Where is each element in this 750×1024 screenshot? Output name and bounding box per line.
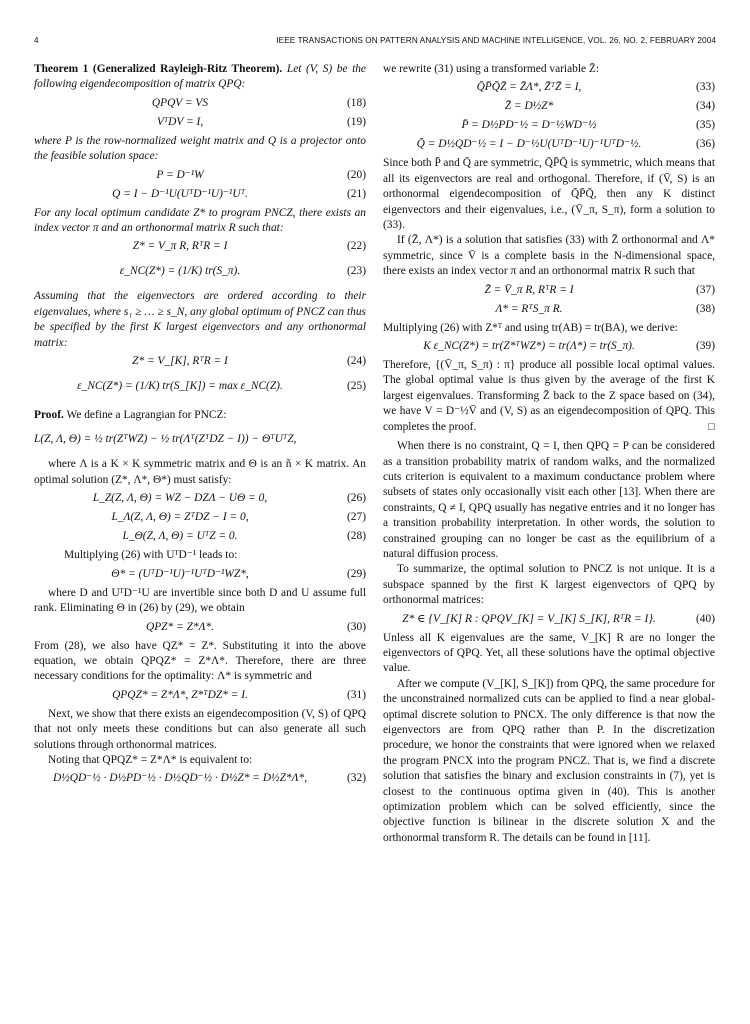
theorem-statement — [34, 62, 366, 93]
equation-27: L_Λ(Z, Λ, Θ) = ZᵀDZ − I = 0, (27) — [111, 511, 366, 524]
equation-25: ε_NC(Z*) = (1/K) tr(S_[K]) = max ε_NC(Z). (25) — [77, 380, 366, 393]
body-text-r4: Multiplying (26) with Z*ᵀ and using tr(AB) = tr(BA), we derive: — [383, 321, 678, 334]
theorem-label: Theorem 1 (Generalized Rayleigh-Ritz Theorem). — [34, 63, 283, 75]
equation-26: L_Z(Z, Λ, Θ) = WZ − DZΛ − UΘ = 0, (26) — [92, 492, 366, 505]
equation-40: Z* ∈ {V_[K] R : QPQV_[K] = V_[K] S_[K], RᵀR = I}. (40) — [402, 612, 715, 625]
equation-31: QPQZ* = Z*Λ*, Z*ᵀDZ* = I. (31) — [112, 688, 366, 701]
equation-lagrangian: L(Z, Λ, Θ) = ½ tr(ZᵀWZ) − ½ tr(Λᵀ(ZᵀDZ − I)) − ΘᵀUᵀZ, — [34, 433, 297, 446]
right-column — [383, 62, 715, 846]
left-column — [34, 62, 366, 790]
equation-22: Z* = V_π R, RᵀR = I (22) — [132, 240, 366, 253]
theorem-text-p3: Assuming that the eigenvectors are ordered according to their eigenvalues, where s₁ ≥ … ≥ s_N, any global optimum of PNCZ can thus be specified by the first K largest eigenvectors and any orthonormal matrix: — [34, 290, 366, 349]
equation-29: Θ* = (UᵀD⁻¹U)⁻¹UᵀD⁻¹WZ*, (29) — [111, 567, 366, 580]
equation-30: QPZ* = Z*Λ*. (30) — [145, 620, 366, 633]
equation-23: ε_NC(Z*) = (1/K) tr(S_π). (23) — [119, 265, 366, 278]
equation-34: Z̄ = D½Z* (34) — [504, 100, 715, 113]
body-text-r9: After we compute (V_[K], S_[K]) from QPQ, the same procedure for the unconstrained normalized cuts can be applied to find a near global-optimal discrete solution to PNCX. The only difference is that now the eigenvectors are from QPQ rather than P. In the discretization procedure, we honor the constraints that were ignored when we relaxed the program PNCX into the program PNCZ. That is, we find a discrete solution that satisfies the binary and exclusion constraints in (7), yet is closest to the continuous optima given in (40). This is another optimization problem which can be solved efficiently, since the objective function is bilinear in the discrete solution X and the orthonormal transform R. The details can be found in [11]. — [383, 677, 715, 844]
body-text-r8: Unless all K eigenvalues are the same, V_[K] R are no longer the eigenvectors of QPQ. Yet, all these solutions have the optimal objective value. — [383, 631, 715, 675]
equation-37: Z̄ = V̄_π R, RᵀR = I (37) — [484, 283, 715, 296]
body-text-r1: we rewrite (31) using a transformed variable Z̄: — [383, 63, 600, 75]
body-text-r5: Therefore, {(V̄_π, S_π) : π} produce all possible local optimal values. The global optimal value is thus given by the average of the first K largest eigenvalues. Transforming Z̄ back to the Z space based on (34), we have V = D⁻½V̄ and (V, S) as an eigendecomposition of QPQ. This completes the proof. □ — [383, 358, 715, 435]
body-text-r6: When there is no constraint, Q = I, then QPQ = P can be considered as a transition probability matrix of random walks, and the normalized cuts criterion is equivalent to a maximum conductance problem where subsets of states only occasionally visit each other [13]. When there are constraints, Q ≠ I, QPQ usually has negative entries and it no longer has a transition probability interpretation. In other words, the solution to constrained grouping can no longer be cast as the equilibrium of a natural diffusion process. — [383, 440, 715, 560]
body-text-p7: From (28), we also have QZ* = Z*. Substituting it into the above equation, we obtain QPQZ* = Z*Λ*. Therefore, there are three necessary conditions for the optimality: Λ* is symmetric and — [34, 639, 366, 683]
body-text-r7: To summarize, the optimal solution to PNCZ is not unique. It is a subspace spanned by the first K largest eigenvectors of QPQ by orthonormal matrices: — [383, 563, 715, 607]
equation-18: QPQV = VS (18) — [151, 96, 366, 109]
page-number: 4 — [34, 36, 39, 45]
proof-intro: Proof. We define a Lagrangian for PNCZ: — [34, 409, 227, 422]
body-text-p8: Next, we show that there exists an eigendecomposition (V, S) of QPQ that not only meets these conditions but can also generate all such solutions through orthonormal matrices. — [34, 707, 366, 751]
equation-20: P = D⁻¹W (20) — [156, 168, 366, 181]
equation-19: VᵀDV = I, (19) — [156, 115, 366, 128]
equation-35: P̄ = D½PD⁻½ = D⁻½WD⁻½ (35) — [461, 119, 715, 132]
running-header — [34, 36, 716, 50]
body-text-p6: where D and UᵀD⁻¹U are invertible since both D and U assume full rank. Eliminating Θ in (26) by (29), we obtain — [34, 586, 366, 615]
theorem-intro: Let (V, S) be the following eigendecomposition of matrix QPQ: — [34, 63, 366, 91]
equation-39: K ε_NC(Z*) = tr(Z*ᵀWZ*) = tr(Λ*) = tr(S_π). (39) — [423, 340, 715, 353]
proof-label: Proof. — [34, 409, 64, 422]
body-text-r2: Since both P̄ and Q̄ are symmetric, Q̄P̄Q̄ is symmetric, which means that all its eigenvectors are real and orthogonal. Therefore, if (V̄, S) is an orthonormal eigendecomposition of Q̄P̄Q̄, then any K distinct eigenvectors and their eigenvalues, i.e., (V̄_π, S_π), form a solution to (33). — [383, 157, 715, 232]
body-text-p5: Multiplying (26) with UᵀD⁻¹ leads to: — [64, 549, 238, 562]
equation-38: Λ* = RᵀS_π R. (38) — [495, 302, 715, 315]
body-text-p4: where Λ is a K × K symmetric matrix and Θ is an ñ × K matrix. An optimal solution (Z*, Λ*, Θ*) must satisfy: — [34, 458, 366, 486]
equation-33: Q̄P̄Q̄Z̄ = Z̄Λ*, Z̄ᵀZ̄ = I, (33) — [476, 81, 715, 94]
body-text-p9: Noting that QPQZ* = Z*Λ* is equivalent to: — [48, 753, 253, 766]
equation-36: Q̄ = D½QD⁻½ = I − D⁻½U(UᵀD⁻¹U)⁻¹UᵀD⁻½. (36) — [416, 138, 715, 151]
theorem-text-p1: where P is the row-normalized weight matrix and Q is a projector onto the feasible solution space: — [34, 134, 366, 163]
theorem-text-p2: For any local optimum candidate Z* to program PNCZ, there exists an index vector π and an orthonormal matrix R such that: — [34, 206, 366, 235]
body-text-r3: If (Z̄, Λ*) is a solution that satisfies (33) with Z̄ orthonormal and Λ* symmetric, since V̄ is a complete basis in the N-dimensional space, there exists an index vector π and an orthonormal matrix R such that — [383, 234, 715, 278]
equation-21: Q = I − D⁻¹U(UᵀD⁻¹U)⁻¹Uᵀ. (21) — [112, 187, 366, 200]
running-title: IEEE TRANSACTIONS ON PATTERN ANALYSIS AND MACHINE INTELLIGENCE, VOL. 26, NO. 2, FEBRUARY 2004 — [276, 36, 716, 45]
qed-symbol: □ — [708, 420, 715, 433]
equation-28: L_Θ(Z, Λ, Θ) = UᵀZ = 0. (28) — [122, 530, 366, 543]
equation-24: Z* = V_[K], RᵀR = I (24) — [132, 355, 366, 368]
equation-32: D½QD⁻½ · D½PD⁻½ · D½QD⁻½ · D½Z* = D½Z*Λ*, (32) — [52, 772, 366, 785]
